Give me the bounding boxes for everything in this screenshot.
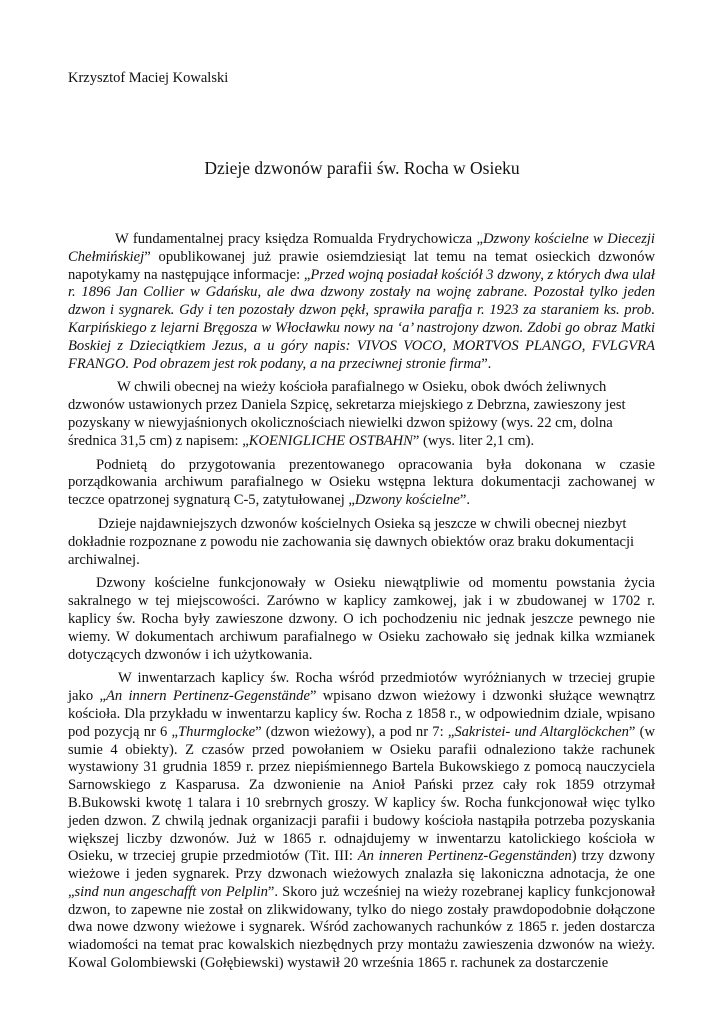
text-run: ”. [481,355,492,372]
text-run: W inwentarzach kaplicy św. Rocha wśród przedmiotów wyróżnianych w trzeciej grupie jako „ [68,670,655,705]
document-body [68,231,655,973]
text-run: ) trzy dzwony wieżowe i jeden sygnarek. Przy dzwonach wieżowych znalazła się lakoniczna adnotacja, że one „ [68,848,655,900]
italic-text: An inneren Pertinenz-Gegenständen [357,848,572,865]
italic-text: Thurmglocke [178,723,256,740]
paragraph [68,231,655,373]
paragraph [68,379,655,450]
author-name: Krzysztof Maciej Kowalski [68,70,229,86]
italic-text: Sakristei- und Altarglöckchen [454,723,629,740]
text-run: W chwili obecnej na wieży kościoła parafialnego w Osieku, obok dwóch żeliwnych dzwonów ustawionych przez Daniela Szpicę, sekretarza miejskiego z Debrzna, zawieszony jest pozyskany w niewyjaśnionych okolicznościach niewielki dzwon spiżowy (wys. 22 cm, dolna średnica 31,5 cm) z napisem: „ [68,379,626,449]
italic-text: KOENIGLICHE OSTBAHN [248,432,413,449]
italic-text: Przed wojną posiadał kościół 3 dzwony, z których dwa ulał r. 1896 Jan Collier w Gdańsku, ale dwa dzwony zostały na wojnę zabrane. Pozostał tylko jeden dzwon i sygnarek. Gdy i ten pozostały dzwon pękł, sprawiła parafja r. 1923 za staraniem ks. prob. Karpińskiego z lejarni Bręgosza w Włocławku nowy na ‘a’ nastrojony dzwon. Zdobi go obraz Matki Boskiej z Dzieciątkiem Jezus, a u góry napis: VIVOS VOCO, MORTVOS PLANGO, FVLGVRA FRANGO. Pod obrazem jest rok podany, a na przeciwnej stronie firma [68,266,655,372]
text-run: ”. Skoro już wcześniej na wieży rozebranej kaplicy funkcjonował dzwon, to zapewne nie został on zlikwidowany, tylko do niego zostały prawdopodobnie dołączone dwa nowe dzwony wieżowe i sygnarek. Wśród zachowanych rachunków z 1865 r. jeden dostarcza wiadomości na temat prac kowalskich niezbędnych przy montażu zawieszenia dzwonów na wieży. Kowal Golombiewski (Gołębiewski) wystawił 20 września 1865 r. rachunek za dostarczenie [68,883,655,972]
italic-text: Dzwony kościelne w Diecezji Chełmińskiej [68,231,655,265]
text-run: W fundamentalnej pracy księdza Romualda Frydrychowicza „ [115,231,483,247]
text-run: Dzieje najdawniejszych dzwonów kościelnych Osieka są jeszcze w chwili obecnej niezbyt dokładnie rozpoznane z powodu nie zachowania się dawnych obiektów oraz braku dokumentacji archiwalnej. [68,515,635,568]
text-run: Podnietą do przygotowania prezentowanego opracowania była dokonana w czasie porządkowania archiwum parafialnego w Osieku wstępna lektura dokumentacji zachowanej w teczce opatrzonej sygnaturą C-5, zatytułowanej „ [68,456,655,509]
text-run: ” (wys. liter 2,1 cm). [412,432,535,449]
italic-text: An innern Pertinenz-Gegenstände [105,688,310,705]
text-run: Dzwony kościelne funkcjonowały w Osieku niewątpliwie od momentu powstania życia sakralnego w tej miejscowości. Zarówno w kaplicy zamkowej, jak i w zbudowanej w 1702 r. kaplicy św. Rocha były zawieszone dzwony. O ich pochodzeniu nic jednak jeszcze pewnego nie wiemy. W dokumentach archiwum parafialnego w Osieku zachowało się jednak kilka wzmianek dotyczących dzwonów i ich użytkowania. [68,575,655,663]
text-run: ” (w sumie 4 obiekty). Z czasów przed powołaniem w Osieku parafii odnaleziono także rachunek wystawiony 31 grudnia 1859 r. przez niepiśmiennego Bartela Bukowskiego z pomocą nauczyciela Sarnowskiego z Kasparusa. Za dzwonienie na Anioł Pański przez cały rok 1859 otrzymał B.Bukowski kwotę 1 talara i 10 srebrnych groszy. W kaplicy św. Rocha funkcjonował więc tylko jeden dzwon. Z chwilą jednak organizacji parafii i budowy kościoła nastąpiła potrzeba pozyskania większej liczby dzwonów. Już w 1865 r. odnajdujemy w inwentarzu katolickiego kościoła w Osieku, w trzeciej grupie przedmiotów (Tit. III: [68,723,656,865]
text-run: ” wpisano dzwon wieżowy i dzwonki służące wewnątrz kościoła. Dla przykładu w inwentarzu kaplicy św. Rocha z 1858 r., w odpowiednim dziale, wpisano pod pozycją nr 6 „ [68,688,655,740]
text-run: ” opublikowanej już prawie osiemdziesiąt lat temu na temat osieckich dzwonów napotykamy na następujące informacje: „ [68,248,655,283]
text-run: ”. [459,492,470,509]
paragraph [68,575,655,664]
italic-text: Dzwony kościelne [354,492,460,509]
document-title: Dzieje dzwonów parafii św. Rocha w Osieku [204,158,520,178]
italic-text: sind nun angeschafft von Pelplin [74,883,268,900]
text-run: ” (dzwon wieżowy), a pod nr 7: „ [255,723,455,740]
paragraph [68,516,655,569]
paragraph [68,457,655,510]
paragraph [68,670,655,973]
